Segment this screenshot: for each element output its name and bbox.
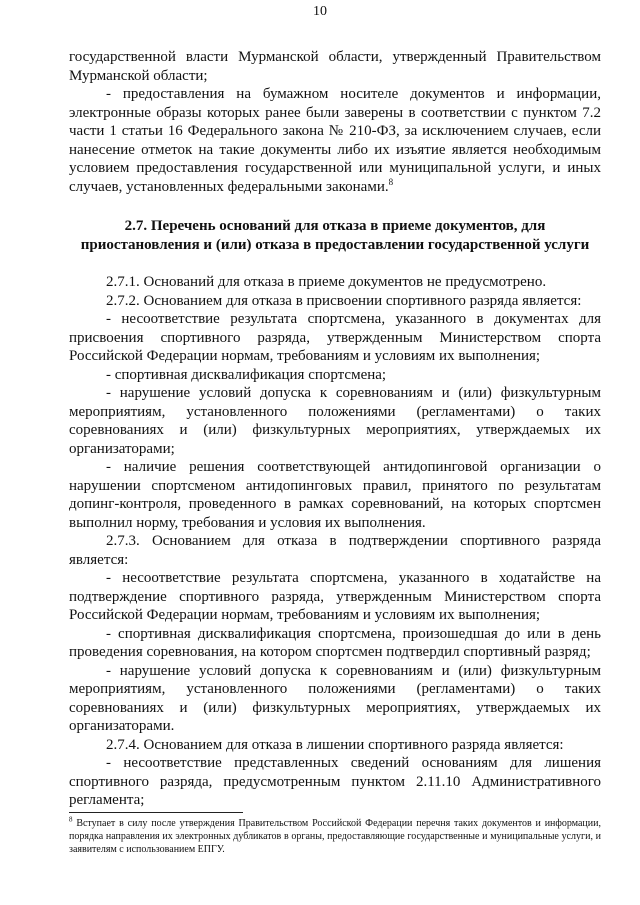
footnote <box>69 817 601 856</box>
footnote-reference[interactable]: 8 <box>388 176 394 187</box>
list-item: 2.7.2. Основанием для отказа в присвоении спортивного разряда является: <box>106 292 582 309</box>
footnote-mark: 8 <box>69 815 73 824</box>
section-heading: 2.7. Перечень оснований для отказа в приеме документов, для приостановления и (или) отказа в предоставлении государственной услуги <box>80 218 590 253</box>
paragraph-with-footnote <box>69 85 601 196</box>
document-body <box>69 48 601 810</box>
list-item: - нарушение условий допуска к соревнованиям и (или) физкультурным мероприятиям, установленного положениями (регламентами) о таких соревнованиях и (или) физкультурных мероприятиях, утверждаемых их организаторами; <box>69 385 601 457</box>
list-item: 2.7.4. Основанием для отказа в лишении спортивного разряда является: <box>106 736 564 753</box>
list-item: - несоответствие результата спортсмена, указанного в документах для присвоения спортивного разряда, утвержденным Министерством спорта Российской Федерации нормам, требованиям и условиям их выполнения; <box>69 311 601 364</box>
footnote-text: Вступает в силу после утверждения Правительством Российской Федерации перечня таких документов и информации, порядка направления их электронных дубликатов в органы, предоставляющие государственные и муниципальные услуги, и заявителям с использованием ЕПГУ. <box>69 818 601 855</box>
paragraph-text: - предоставления на бумажном носителе документов и информации, электронные образы которых ранее были заверены в соответствии с пунктом 7.2 части 1 статьи 16 Федерального закона № 210-ФЗ, за исключением случаев, если нанесение отметок на такие документы либо их изъятие является необходимым условием предоставления государственной или муниципальной услуги, и иных случаев, установленных федеральными законами. <box>69 86 601 195</box>
list-item: - несоответствие представленных сведений основаниям для лишения спортивного разряда, предусмотренным пунктом 2.11.10 Административного регламента; <box>69 755 601 808</box>
page-number: 10 <box>313 4 327 19</box>
footnote-divider <box>69 812 243 813</box>
paragraph: государственной власти Мурманской области, утвержденный Правительством Мурманской области; <box>69 49 601 84</box>
list-item: - нарушение условий допуска к соревнованиям и (или) физкультурным мероприятиям, установленного положениями (регламентами) о таких соревнованиях и (или) физкультурных мероприятиях, утверждаемых их организаторами. <box>69 662 601 734</box>
list-item: - несоответствие результата спортсмена, указанного в ходатайстве на подтверждение спортивного разряда, утвержденным Министерством спорта Российской Федерации нормам, требованиям и условиям их выполнения; <box>69 570 601 623</box>
list-item: - наличие решения соответствующей антидопинговой организации о нарушении спортсменом антидопинговых правил, принятого по результатам допинг-контроля, проведенного в рамках соревнований, на которых спортсмен выполнил норму, требования и условия их выполнения. <box>69 459 601 531</box>
list-item: - спортивная дисквалификация спортсмена; <box>106 366 387 383</box>
list-item: 2.7.3. Основанием для отказа в подтверждении спортивного разряда является: <box>69 533 601 568</box>
list-item: 2.7.1. Оснований для отказа в приеме документов не предусмотрено. <box>106 274 547 290</box>
list-item: - спортивная дисквалификация спортсмена, произошедшая до или в день проведения соревнования, на котором спортсмен подтвердил спортивный разряд; <box>69 625 601 660</box>
